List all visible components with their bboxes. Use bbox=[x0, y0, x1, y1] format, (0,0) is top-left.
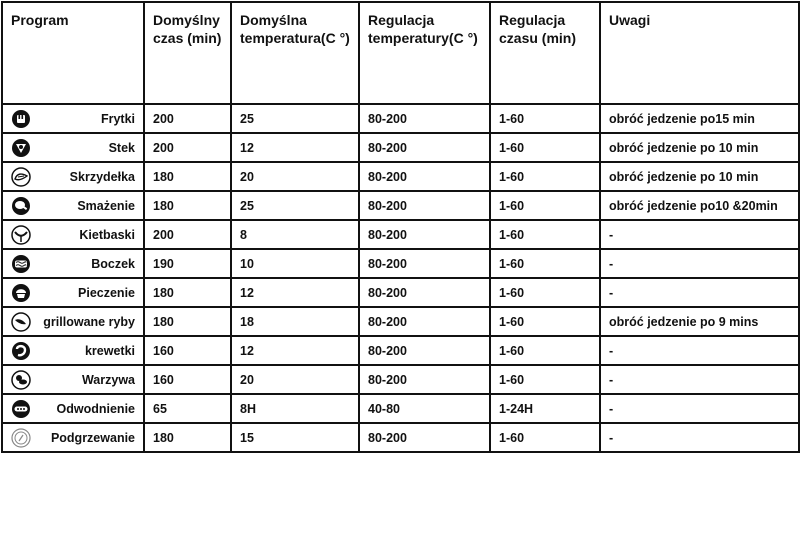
header-time-range: Regulacja czasu (min) bbox=[490, 2, 600, 104]
program-name: grillowane ryby bbox=[43, 314, 135, 329]
cell-program bbox=[2, 365, 144, 394]
cell-time-range: 1-60 bbox=[490, 249, 600, 278]
cell-time-range: 1-60 bbox=[490, 307, 600, 336]
cell-default-temperature: 8H bbox=[231, 394, 359, 423]
cell-default-temperature: 20 bbox=[231, 365, 359, 394]
cell-temperature-range: 80-200 bbox=[359, 249, 490, 278]
cell-default-temperature: 18 bbox=[231, 307, 359, 336]
cell-default-temperature: 20 bbox=[231, 162, 359, 191]
program-name: krewetki bbox=[84, 343, 135, 358]
drumstick-icon bbox=[11, 196, 31, 216]
cell-program bbox=[2, 336, 144, 365]
program-name: Kietbaski bbox=[79, 227, 135, 242]
table-row bbox=[2, 162, 799, 191]
cell-temperature-range: 80-200 bbox=[359, 133, 490, 162]
cell-temperature-range: 80-200 bbox=[359, 365, 490, 394]
table-row bbox=[2, 220, 799, 249]
cell-default-temperature: 8 bbox=[231, 220, 359, 249]
cell-note: obróć jedzenie po10 &20min bbox=[600, 191, 799, 220]
header-default-temperature: Domyślna temperatura(C °) bbox=[231, 2, 359, 104]
header-temperature-range: Regulacja temperatury(C °) bbox=[359, 2, 490, 104]
cell-program bbox=[2, 220, 144, 249]
cell-default-time: 180 bbox=[144, 162, 231, 191]
cell-temperature-range: 80-200 bbox=[359, 104, 490, 133]
program-name: Podgrzewanie bbox=[50, 430, 135, 445]
program-name: Smażenie bbox=[77, 198, 135, 213]
cell-time-range: 1-60 bbox=[490, 220, 600, 249]
cell-program bbox=[2, 423, 144, 452]
cell-default-time: 180 bbox=[144, 191, 231, 220]
cell-time-range: 1-60 bbox=[490, 278, 600, 307]
header-program: Program bbox=[2, 2, 144, 104]
cell-program bbox=[2, 162, 144, 191]
cell-default-time: 180 bbox=[144, 423, 231, 452]
cell-default-time: 65 bbox=[144, 394, 231, 423]
cell-time-range: 1-60 bbox=[490, 191, 600, 220]
table-row bbox=[2, 423, 799, 452]
cell-temperature-range: 40-80 bbox=[359, 394, 490, 423]
steak-icon bbox=[11, 138, 31, 158]
program-name: Stek bbox=[108, 140, 135, 155]
program-name: Pieczenie bbox=[78, 285, 135, 300]
muffin-icon bbox=[11, 283, 31, 303]
cell-default-time: 190 bbox=[144, 249, 231, 278]
sausage-icon bbox=[11, 225, 31, 245]
cell-default-time: 180 bbox=[144, 278, 231, 307]
program-name: Skrzydełka bbox=[69, 169, 135, 184]
cell-program bbox=[2, 191, 144, 220]
dehydrate-icon bbox=[11, 399, 31, 419]
cell-default-temperature: 15 bbox=[231, 423, 359, 452]
fries-icon bbox=[11, 109, 31, 129]
cell-temperature-range: 80-200 bbox=[359, 307, 490, 336]
cell-temperature-range: 80-200 bbox=[359, 278, 490, 307]
table-row bbox=[2, 191, 799, 220]
shrimp-icon bbox=[11, 341, 31, 361]
cell-program bbox=[2, 307, 144, 336]
cell-temperature-range: 80-200 bbox=[359, 423, 490, 452]
program-rows bbox=[2, 104, 799, 452]
cell-temperature-range: 80-200 bbox=[359, 336, 490, 365]
program-name: Frytki bbox=[100, 111, 135, 126]
cell-note: obróć jedzenie po 10 min bbox=[600, 162, 799, 191]
cell-default-temperature: 10 bbox=[231, 249, 359, 278]
cell-default-temperature: 12 bbox=[231, 336, 359, 365]
vegetables-icon bbox=[11, 370, 31, 390]
cell-default-temperature: 12 bbox=[231, 278, 359, 307]
header-row bbox=[2, 2, 799, 104]
cell-default-temperature: 12 bbox=[231, 133, 359, 162]
cell-note: - bbox=[600, 365, 799, 394]
cell-time-range: 1-60 bbox=[490, 423, 600, 452]
cell-time-range: 1-60 bbox=[490, 162, 600, 191]
cell-temperature-range: 80-200 bbox=[359, 220, 490, 249]
bacon-icon bbox=[11, 254, 31, 274]
cell-program bbox=[2, 278, 144, 307]
table-row bbox=[2, 104, 799, 133]
cell-default-temperature: 25 bbox=[231, 104, 359, 133]
cell-note: - bbox=[600, 249, 799, 278]
cell-program bbox=[2, 394, 144, 423]
table-row bbox=[2, 307, 799, 336]
cell-temperature-range: 80-200 bbox=[359, 162, 490, 191]
table-row bbox=[2, 336, 799, 365]
cell-default-time: 200 bbox=[144, 220, 231, 249]
cell-default-temperature: 25 bbox=[231, 191, 359, 220]
table-row bbox=[2, 365, 799, 394]
cell-default-time: 180 bbox=[144, 307, 231, 336]
table-row bbox=[2, 133, 799, 162]
cell-note: obróć jedzenie po15 min bbox=[600, 104, 799, 133]
cell-time-range: 1-60 bbox=[490, 365, 600, 394]
program-table bbox=[1, 1, 800, 453]
cell-note: - bbox=[600, 220, 799, 249]
cell-default-time: 160 bbox=[144, 365, 231, 394]
cell-time-range: 1-60 bbox=[490, 336, 600, 365]
header-default-time: Domyślny czas (min) bbox=[144, 2, 231, 104]
cell-note: obróć jedzenie po 10 min bbox=[600, 133, 799, 162]
cell-program bbox=[2, 249, 144, 278]
cell-time-range: 1-60 bbox=[490, 133, 600, 162]
cell-default-time: 200 bbox=[144, 133, 231, 162]
cell-note: - bbox=[600, 278, 799, 307]
cell-program bbox=[2, 104, 144, 133]
cell-note: - bbox=[600, 336, 799, 365]
table-row bbox=[2, 249, 799, 278]
table-row bbox=[2, 394, 799, 423]
cell-note: - bbox=[600, 423, 799, 452]
table-row bbox=[2, 278, 799, 307]
cell-note: obróć jedzenie po 9 mins bbox=[600, 307, 799, 336]
cell-default-time: 160 bbox=[144, 336, 231, 365]
program-name: Warzywa bbox=[81, 372, 135, 387]
chicken-wing-icon bbox=[11, 167, 31, 187]
cell-default-time: 200 bbox=[144, 104, 231, 133]
program-name: Boczek bbox=[91, 256, 135, 271]
cell-time-range: 1-24H bbox=[490, 394, 600, 423]
fish-icon bbox=[11, 312, 31, 332]
header-notes: Uwagi bbox=[600, 2, 799, 104]
program-name: Odwodnienie bbox=[56, 401, 135, 416]
reheat-icon bbox=[11, 428, 31, 448]
cell-program bbox=[2, 133, 144, 162]
cell-temperature-range: 80-200 bbox=[359, 191, 490, 220]
cell-time-range: 1-60 bbox=[490, 104, 600, 133]
cell-note: - bbox=[600, 394, 799, 423]
